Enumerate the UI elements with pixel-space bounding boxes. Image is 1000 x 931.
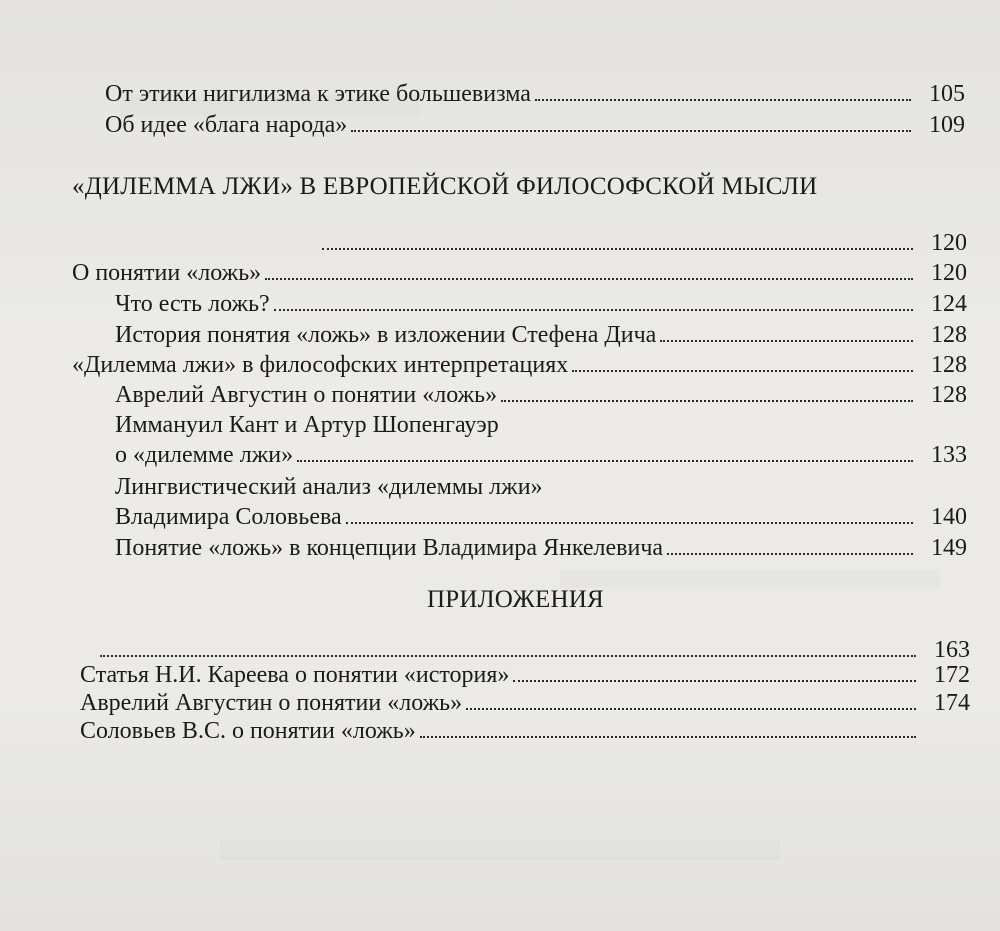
- toc-entry-title: Об идее «блага народа»: [105, 112, 348, 138]
- toc-entry-title-line1: Иммануил Кант и Артур Шопенгауэр: [115, 412, 499, 438]
- toc-entry: [115, 533, 967, 563]
- bleed-through-shadow: [220, 840, 780, 860]
- dot-leader: [501, 380, 913, 402]
- toc-entry: [115, 289, 967, 319]
- toc-entry-title: «Дилемма лжи» в философских интерпретациях: [72, 352, 569, 378]
- toc-entry-page: 120: [931, 260, 967, 286]
- dot-leader: [322, 228, 913, 250]
- toc-entry: [105, 110, 965, 140]
- toc-entry: [72, 258, 967, 288]
- toc-entry: [115, 380, 967, 410]
- toc-entry-page: 124: [931, 291, 967, 317]
- toc-entry-page: 133: [931, 442, 967, 468]
- dot-leader: [274, 289, 913, 311]
- section-heading: ПРИЛОЖЕНИЯ: [427, 586, 604, 613]
- dot-leader: [100, 635, 916, 657]
- toc-entry-title: Соловьев В.С. о понятии «ложь»: [80, 718, 416, 744]
- toc-entry-title-line2: Владимира Соловьева: [115, 504, 342, 530]
- toc-entry-title-line1: Лингвистический анализ «дилеммы лжи»: [115, 474, 543, 500]
- toc-entry-title: Аврелий Августин о понятии «ложь»: [115, 382, 498, 408]
- toc-entry-title: Понятие «ложь» в концепции Владимира Янкелевича: [115, 535, 664, 561]
- toc-entry-page: 140: [931, 504, 967, 530]
- toc-entry: [105, 79, 965, 109]
- toc-entry-page: 149: [931, 535, 967, 561]
- toc-entry-page: 163: [934, 637, 970, 663]
- toc-entry-title: От этики нигилизма к этике большевизма: [105, 81, 531, 107]
- dot-leader: [420, 716, 916, 738]
- toc-entry-title: Статья Н.И. Кареева о понятии «история»: [80, 662, 510, 688]
- toc-entry: [80, 716, 970, 746]
- section-heading: «ДИЛЕММА ЛЖИ» В ЕВРОПЕЙСКОЙ ФИЛОСОФСКОЙ МЫСЛИ: [72, 173, 818, 200]
- toc-entry: [115, 320, 967, 350]
- toc-entry-page: 172: [934, 662, 970, 688]
- dot-leader: [535, 79, 911, 101]
- toc-entry-title: Что есть ложь?: [115, 291, 270, 317]
- toc-entry: [80, 660, 970, 690]
- dot-leader: [572, 350, 913, 372]
- dot-leader: [265, 258, 913, 280]
- toc-entry-page: 105: [929, 81, 965, 107]
- toc-entry-title: История понятия «ложь» в изложении Стефена Дича: [115, 322, 657, 348]
- bleed-through-shadow: [560, 570, 940, 588]
- dot-leader: [513, 660, 916, 682]
- toc-entry-title-line2: о «дилемме лжи»: [115, 442, 294, 468]
- toc-entry-page: 128: [931, 322, 967, 348]
- toc-entry-title: Аврелий Августин о понятии «ложь»: [80, 690, 463, 716]
- toc-entry: [115, 502, 967, 532]
- dot-leader: [660, 320, 913, 342]
- dot-leader: [297, 440, 913, 462]
- toc-entry: [72, 350, 967, 380]
- toc-entry-title: О понятии «ложь»: [72, 260, 262, 286]
- dot-leader: [667, 533, 913, 555]
- toc-entry-page: 128: [931, 352, 967, 378]
- dot-leader: [466, 688, 916, 710]
- toc-entry-page: 120: [931, 230, 967, 256]
- dot-leader: [346, 502, 913, 524]
- toc-entry-page: 174: [934, 690, 970, 716]
- toc-entry-page: 109: [929, 112, 965, 138]
- toc-entry: [72, 228, 967, 258]
- toc-entry: [115, 440, 967, 470]
- toc-entry-page: 128: [931, 382, 967, 408]
- dot-leader: [351, 110, 911, 132]
- toc-entry: [80, 688, 970, 718]
